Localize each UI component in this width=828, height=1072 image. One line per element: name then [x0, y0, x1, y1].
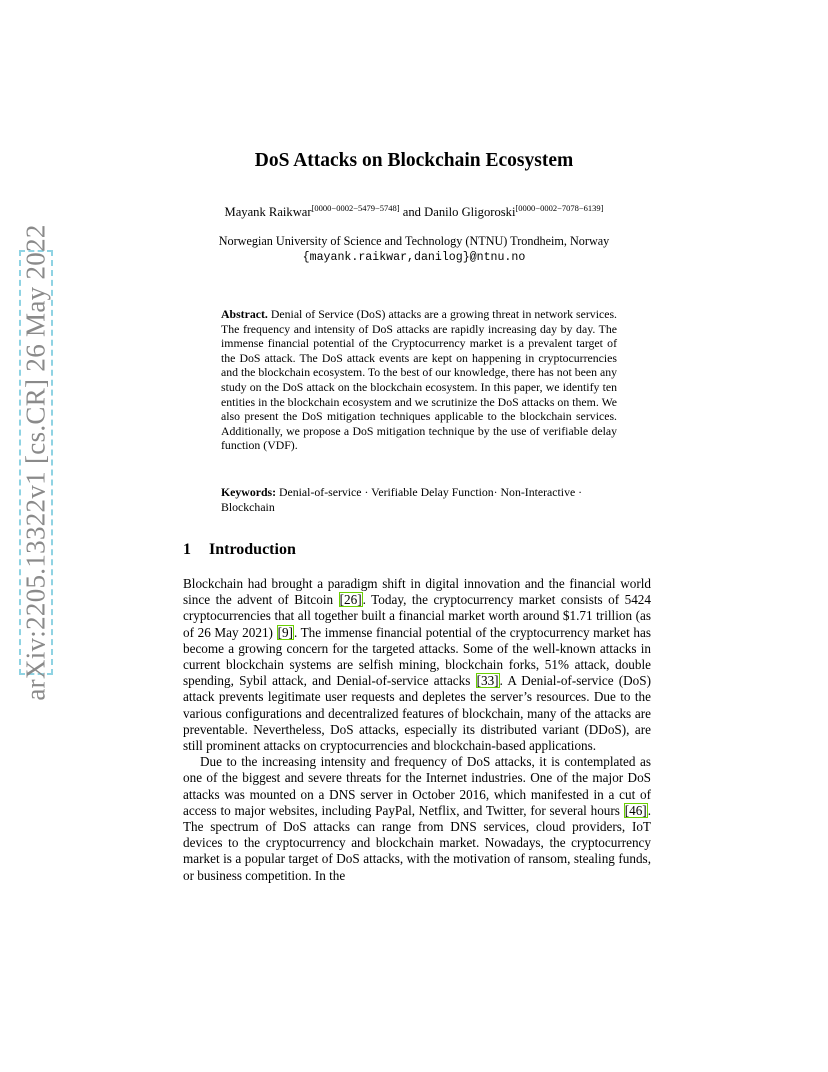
- section-heading: [183, 541, 296, 559]
- abstract-label: Abstract.: [221, 307, 268, 321]
- keywords-text: Denial-of-service · Verifiable Delay Function· Non-Interactive · Blockchain: [221, 485, 583, 514]
- citation-link[interactable]: [46]: [624, 802, 647, 818]
- paragraph-text: Blockchain had brought a paradigm shift in digital innovation and the financial world since the advent of Bitcoin: [183, 576, 651, 608]
- paper-title: DoS Attacks on Blockchain Ecosystem: [254, 150, 574, 171]
- author-name: Danilo Gligoroski: [424, 205, 516, 219]
- author-orcid[interactable]: [0000−0002−5479−5748]: [311, 203, 400, 213]
- citation-link[interactable]: [26]: [339, 592, 362, 608]
- paragraph-text: . Today, the cryptocurrency market consists of 5424 cryptocurrencies that all together built a financial market worth around $1.71 trillion (as of 26 May 2021): [183, 592, 651, 640]
- abstract-text: Denial of Service (DoS) attacks are a growing threat in network services. The frequency and intensity of DoS attacks are rapidly increasing day by day. The immense financial potential of the Cryptocurrency market is a prevalent target of the DoS attack. The DoS attack events are kept on happening in cryptocurrencies and the blockchain ecosystem. To the best of our knowledge, there has not been any study on the DoS attack on the blockchain ecosystem. In this paper, we identify ten entities in the blockchain ecosystem and we scrutinize the DoS attacks on them. We also present the DoS mitigation techniques applicable to the blockchain services. Additionally, we propose a DoS mitigation technique by the use of verifiable delay function (VDF).: [221, 307, 618, 453]
- paragraph-text: . The immense financial potential of the cryptocurrency market has become a growing concern for the targeted attacks. Some of the well-known attacks in current blockchain systems are selfish mining, blockchain forks, 51% attack, double spending, Sybil attack, and Denial-of-service attacks: [183, 624, 651, 689]
- authors: [0, 203, 828, 220]
- keywords-label: Keywords:: [221, 485, 277, 499]
- paragraph: [183, 754, 651, 884]
- keywords: [221, 485, 621, 514]
- affiliation: Norwegian University of Science and Technology (NTNU) Trondheim, Norway: [218, 234, 610, 248]
- citation-link[interactable]: [9]: [277, 624, 293, 640]
- author-name: Mayank Raikwar: [224, 205, 312, 219]
- abstract: [221, 307, 617, 453]
- arxiv-id: arXiv:2205.13322v1 [cs.CR] 26 May 2022: [20, 224, 51, 701]
- paragraph-text: . The spectrum of DoS attacks can range from DNS services, cloud providers, IoT devices to the cryptocurrency and blockchain market. Nowadays, the cryptocurrency market is a popular target of DoS attacks, with the motivation of ransom, stealing funds, or business competition. In the: [183, 802, 651, 883]
- section-body: [183, 576, 651, 884]
- paragraph-text: . A Denial-of-service (DoS) attack prevents legitimate user requests and depletes the server’s resources. Due to the various configurations and decentralized features of blockchain, many of the attacks are preventable. Nevertheless, DoS attacks, especially its distributed variant (DDoS), are still prominent attacks on cryptocurrencies and blockchain-based applications.: [183, 673, 651, 754]
- section-title: Introduction: [209, 541, 296, 558]
- author-conjunction: and: [402, 205, 421, 219]
- author-emails: {mayank.raikwar,danilog}@ntnu.no: [302, 251, 526, 264]
- paragraph: [183, 576, 651, 754]
- author-orcid[interactable]: [0000−0002−7078−6139]: [515, 203, 604, 213]
- arxiv-stamp: [19, 224, 53, 701]
- paragraph-text: Due to the increasing intensity and frequency of DoS attacks, it is contemplated as one of the biggest and severe threats for the Internet industries. One of the major DoS attacks was mounted on a DNS server in October 2016, which manifested in a cut of access to major websites, including PayPal, Netflix, and Twitter, for several hours: [183, 754, 651, 818]
- section-number: 1: [183, 541, 191, 558]
- citation-link[interactable]: [33]: [476, 673, 499, 689]
